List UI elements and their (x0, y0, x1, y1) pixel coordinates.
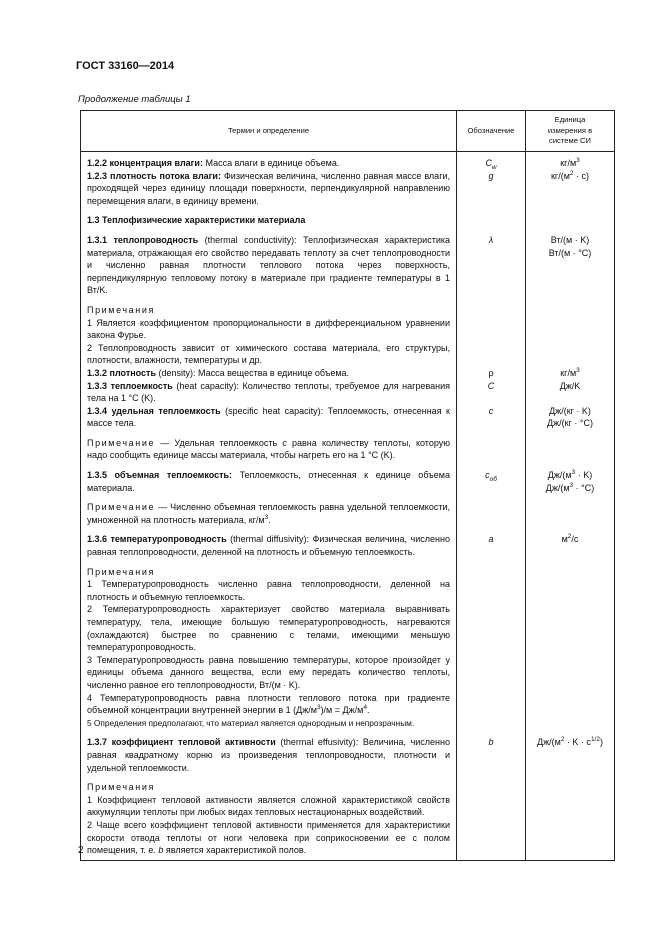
note-cell (81, 297, 457, 367)
note-heading: Примечание (87, 502, 156, 513)
note-paragraph: 2 Температуропроводность характеризует свойство материала выравнивать температуру, тела, имеющие большую температуропроводность, нагреваются (охлаждаются) быстрее по сравнению с телами, имеющими меньшую температуропроводность. (87, 604, 450, 653)
section-row (81, 207, 615, 227)
unit: кг/(м (550, 170, 570, 181)
section-title: 1.3 Теплофизические характеристики материала (87, 215, 306, 226)
note-paragraph: 1 Коэффициент тепловой активности является сложной характеристикой свойств аккумуляции теплоты при любых видах тепловых нестационарных воздействий. (87, 794, 450, 818)
unit-tail: /с (571, 534, 579, 545)
unit-superscript: 2 (560, 736, 565, 744)
unit (526, 482, 614, 495)
table-row (81, 170, 615, 208)
unit-cell (526, 207, 615, 227)
note-superscript: 3 (264, 513, 269, 521)
unit-cell (526, 405, 615, 430)
note-cell (81, 559, 457, 730)
section-heading (81, 207, 457, 227)
note-superscript: 4 (363, 704, 367, 712)
symbol-cell (457, 774, 526, 860)
note-text: равна количеству теплоты, которую надо сообщить единице массы материала, чтобы нагреть его на 1 °C (K). (87, 437, 450, 461)
unit-superscript: 1/2 (590, 736, 600, 744)
unit-cell (526, 559, 615, 730)
term-definition: (thermal diffusivity): Физическая величина, численно равная теплопроводности, деленной на плотность и объемную теплоемкость. (87, 534, 450, 558)
header-unit (526, 111, 615, 152)
symbol-cell: ρ (457, 367, 526, 380)
unit-part: ) (599, 737, 603, 748)
unit: Вт/(м · °C) (548, 247, 592, 258)
unit-superscript: 2 (569, 169, 574, 177)
term-definition: (thermal conductivity): Теплофизическая характеристика материала, отражающая его свойство передавать теплоту за счет теплопроводности и численно равная плотности теплового потока через поверхность, перпендикулярную тепловому потоку в материале при градиенте температуры в 1 Вт/K. (87, 234, 450, 296)
symbol-cell: b (457, 729, 526, 774)
term-definition: Масса влаги в единице объема. (202, 158, 340, 168)
unit-cell (526, 170, 615, 208)
unit: м (561, 534, 568, 545)
term-heading: 1.3.6 температуропроводность (87, 534, 227, 545)
symbol-cell (457, 430, 526, 462)
term-heading: 1.3.7 коэффициент тепловой активности (87, 737, 276, 748)
note-cell (81, 494, 457, 526)
symbol-cell (457, 297, 526, 367)
unit-cell (526, 462, 615, 494)
unit-tail: · с) (573, 170, 590, 181)
term-heading: 1.2.2 концентрация влаги: (87, 158, 203, 168)
note-cell (81, 774, 457, 860)
document-title: ГОСТ 33160—2014 (76, 60, 175, 72)
unit-cell (526, 526, 615, 558)
table-row (81, 227, 615, 297)
unit-cell (526, 227, 615, 297)
note-heading: Примечания (87, 304, 155, 315)
table-row (81, 462, 615, 494)
note-text: является характеристикой полов. (163, 845, 307, 856)
term-cell (81, 227, 457, 297)
term-heading: 1.3.5 объемная теплоемкость: (87, 470, 233, 481)
note-paragraph (87, 692, 450, 717)
unit: Дж/(кг · K) (549, 405, 591, 416)
note-text: — Удельная теплоемкость (155, 437, 283, 448)
term-definition: (thermal effusivity): Величина, численно равная квадратному корню из произведения теплопроводности, плотности и удельной теплоемкости. (87, 737, 450, 773)
unit: Дж/(кг · °C) (547, 418, 593, 429)
symbol-cell (457, 207, 526, 227)
term-cell (81, 152, 457, 170)
unit: кг/м (560, 158, 577, 168)
unit (526, 469, 614, 482)
term-cell (81, 526, 457, 558)
term-cell (81, 729, 457, 774)
unit-cell (526, 152, 615, 170)
symbol-cell (457, 462, 526, 494)
page-number: 2 (78, 845, 84, 856)
note-text: — Численно объемная теплоемкость равна удельной теплоемкости, умноженной на плотность материала, кг/м (87, 502, 450, 525)
unit-part: · °C) (573, 482, 595, 493)
header-symbol: Обозначение (457, 111, 526, 152)
symbol-subscript: об (489, 475, 497, 483)
unit-cell: Дж/K (526, 380, 615, 405)
unit-superscript: 3 (576, 157, 580, 164)
note-heading: Примечание (87, 437, 156, 448)
unit-part: · K) (575, 470, 593, 481)
table-row (81, 405, 615, 430)
header-term: Термин и определение (81, 111, 457, 152)
symbol-subscript: w (491, 163, 497, 171)
unit-cell (526, 297, 615, 367)
note-text: 4 Температуропроводность равна плотности теплового потока при градиенте объемной концентрации внутренней энергии в 1 (Дж/м (87, 692, 450, 716)
unit-cell (526, 494, 615, 526)
unit-cell (526, 430, 615, 462)
symbol-cell: g (457, 170, 526, 208)
terms-table (80, 110, 615, 861)
table-row (81, 367, 615, 380)
note-symbol: c (282, 437, 287, 448)
note-heading: Примечания (87, 566, 155, 577)
unit-cell (526, 774, 615, 860)
note-superscript: 3 (316, 704, 321, 712)
unit: Дж/(м (537, 737, 561, 748)
term-heading: 1.3.3 теплоемкость (87, 380, 173, 391)
note-paragraph: 2 Теплопроводность зависит от химического состава материала, его структуры, плотности, влажности, температуры и др. (87, 342, 450, 366)
note-paragraph: 3 Температуропроводность равна повышению температуры, которое произойдет у единицы объема данного вещества, если ему передать количество теплоты, численно равное его теплопроводности, Вт/(м · K). (87, 654, 450, 690)
symbol: C (485, 158, 492, 168)
term-definition: (specific heat capacity): Теплоемкость, отнесенная к массе тела. (87, 405, 450, 429)
symbol-cell: a (457, 526, 526, 558)
term-cell (81, 462, 457, 494)
unit: кг/м (560, 367, 577, 378)
term-definition: (density): Масса вещества в единице объема. (156, 367, 350, 378)
note-paragraph: 5 Определения предполагают, что материал является однородным и непрозрачным. (87, 717, 415, 728)
symbol-cell (457, 494, 526, 526)
symbol-cell (457, 559, 526, 730)
term-definition: Физическая величина, численно равная массе влаги, проходящей через единицу площади поверхности, перпендикулярной направлению перемещения влаги, в единицу времени. (87, 170, 450, 206)
table-header-row (81, 111, 615, 152)
note-cell (81, 430, 457, 462)
term-heading: 1.3.1 теплопроводность (87, 234, 199, 245)
note-row (81, 559, 615, 730)
table-row (81, 380, 615, 405)
note-text: 2 Чаще всего коэффициент тепловой активности применяется для характеристики скорости отвода теплоты от ноги человека при соприкосновении ее с полом помещения, т. е. (87, 819, 450, 856)
note-paragraph: 1 Температуропроводность численно равна теплопроводности, деленной на плотность и объемную теплоемкость. (87, 579, 450, 602)
term-cell (81, 170, 457, 208)
unit-superscript: 2 (567, 533, 572, 541)
note-row (81, 774, 615, 860)
term-cell (81, 367, 457, 380)
note-row (81, 297, 615, 367)
symbol-cell: c (457, 405, 526, 430)
term-heading: 1.3.4 удельная теплоемкость (87, 405, 221, 416)
unit-part: Дж/(м (545, 482, 570, 493)
symbol-cell (457, 152, 526, 170)
note-heading: Примечания (87, 782, 155, 793)
note-row (81, 494, 615, 526)
term-definition: (heat capacity): Количество теплоты, требуемое для нагревания тела на 1 °C (K). (87, 380, 450, 404)
term-cell (81, 405, 457, 430)
table-row (81, 526, 615, 558)
unit: Вт/(м · K) (550, 234, 590, 245)
unit-cell (526, 367, 615, 380)
unit-superscript: 3 (569, 481, 574, 489)
note-paragraph (87, 819, 450, 857)
unit-part: Дж/(м (547, 470, 572, 481)
note-paragraph: 1 Является коэффициентом пропорциональности в дифференциальном уравнении закона Фурье. (87, 317, 450, 341)
unit-part: · K · с (564, 737, 591, 748)
symbol-cell: C (457, 380, 526, 405)
unit-cell (526, 729, 615, 774)
term-heading: 1.3.2 плотность (87, 367, 156, 378)
note-text: . (366, 705, 370, 716)
term-heading: 1.2.3 плотность потока влаги: (87, 170, 221, 181)
term-cell (81, 380, 457, 405)
symbol: c (485, 470, 490, 481)
note-text: )/м = Дж/м (320, 705, 364, 716)
note-symbol: b (158, 845, 164, 856)
table-row (81, 729, 615, 774)
header-unit-text: Единица измерения в системе СИ (547, 115, 593, 146)
term-definition: Теплоемкость, отнесенная к единице объема материала. (87, 470, 450, 493)
note-text: . (268, 514, 271, 525)
table-row (81, 152, 615, 170)
unit-superscript: 3 (576, 366, 580, 374)
table-caption: Продолжение таблицы 1 (78, 94, 191, 105)
note-row (81, 430, 615, 462)
unit-superscript: 3 (571, 469, 576, 477)
symbol-cell: λ (457, 227, 526, 297)
